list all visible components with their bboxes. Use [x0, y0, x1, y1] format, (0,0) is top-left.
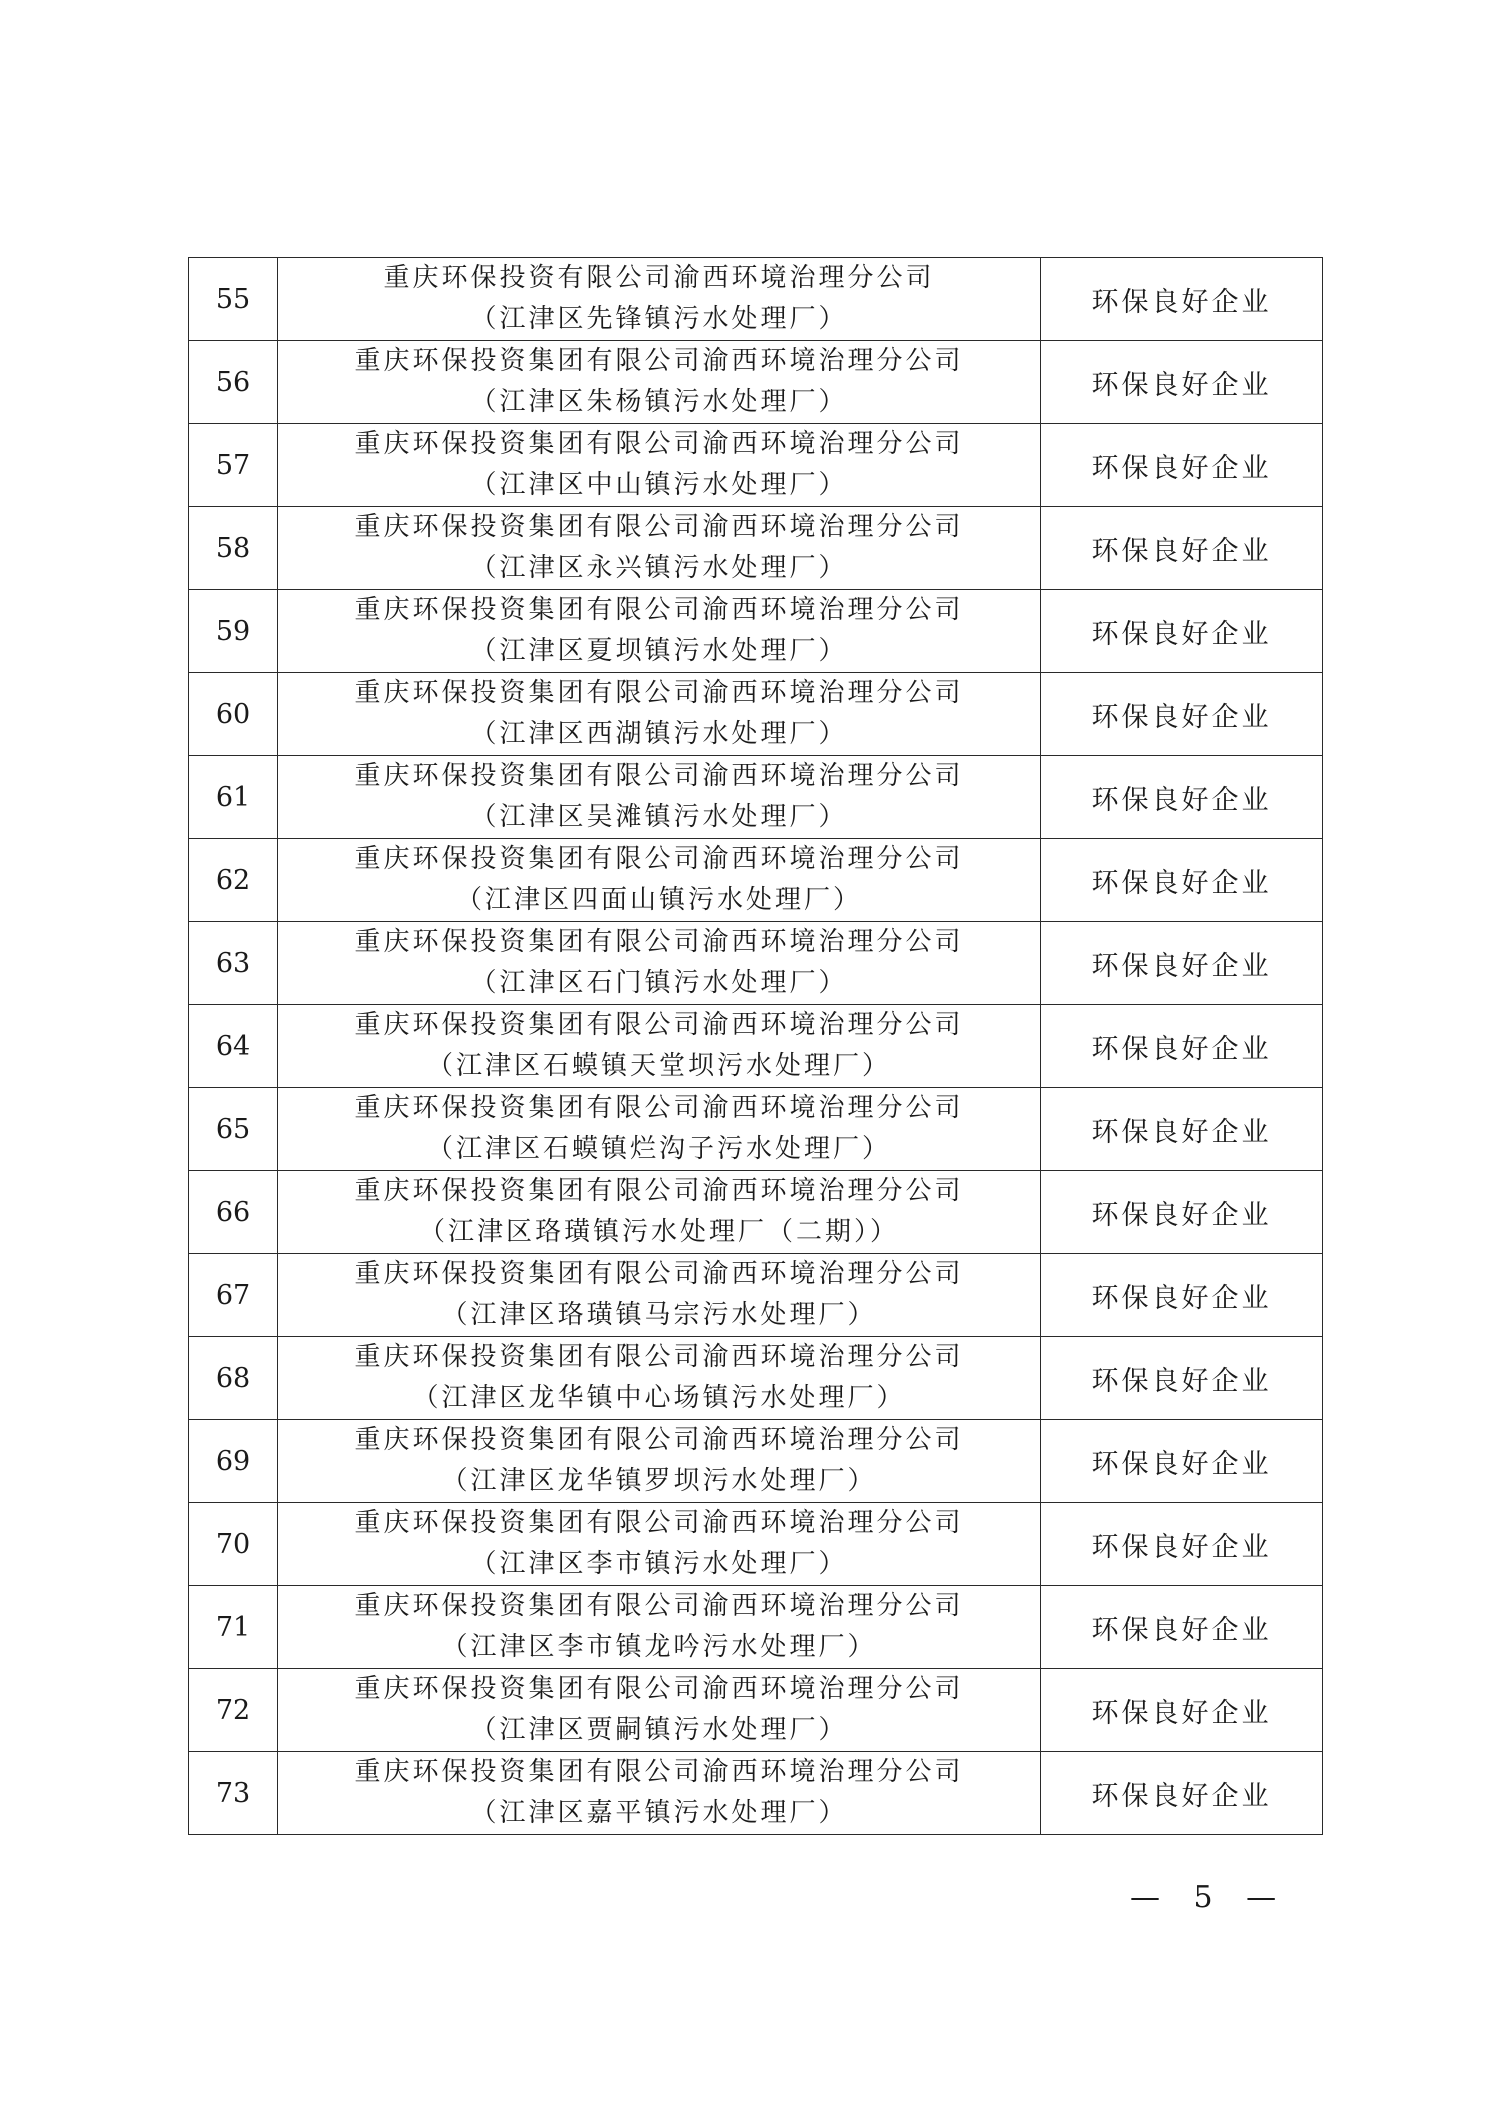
table-row [189, 341, 1323, 424]
plant-name: （江津区李市镇污水处理厂） [470, 1549, 848, 1579]
company-name: 重庆环保投资集团有限公司渝西环境治理分公司 [354, 678, 964, 708]
company-name: 重庆环保投资集团有限公司渝西环境治理分公司 [354, 512, 964, 542]
enterprise-name-cell [278, 424, 1041, 507]
table-row [189, 1420, 1323, 1503]
company-name: 重庆环保投资集团有限公司渝西环境治理分公司 [354, 1591, 964, 1621]
row-number: 70 [189, 1503, 278, 1586]
enterprise-name-cell [278, 1586, 1041, 1669]
table-row [189, 258, 1323, 341]
enterprise-name-cell [278, 258, 1041, 341]
row-number: 60 [189, 673, 278, 756]
table-row [189, 673, 1323, 756]
enterprise-name-cell [278, 507, 1041, 590]
plant-name: （江津区李市镇龙吟污水处理厂） [441, 1632, 877, 1662]
company-name: 重庆环保投资集团有限公司渝西环境治理分公司 [354, 429, 964, 459]
table-row [189, 590, 1323, 673]
row-number: 69 [189, 1420, 278, 1503]
rating-cell: 环保良好企业 [1041, 1005, 1323, 1088]
row-number: 71 [189, 1586, 278, 1669]
table-row [189, 1337, 1323, 1420]
company-name: 重庆环保投资集团有限公司渝西环境治理分公司 [354, 1757, 964, 1787]
plant-name: （江津区石蟆镇烂沟子污水处理厂） [426, 1134, 891, 1164]
rating-cell: 环保良好企业 [1041, 1669, 1323, 1752]
enterprise-table [188, 257, 1323, 1835]
plant-name: （江津区石蟆镇天堂坝污水处理厂） [426, 1051, 891, 1081]
row-number: 66 [189, 1171, 278, 1254]
plant-name: （江津区朱杨镇污水处理厂） [470, 387, 848, 417]
row-number: 59 [189, 590, 278, 673]
page-number: — 5 — [1130, 1880, 1289, 1915]
enterprise-name-cell [278, 1420, 1041, 1503]
enterprise-name-cell [278, 922, 1041, 1005]
enterprise-name-cell [278, 1752, 1041, 1835]
rating-cell: 环保良好企业 [1041, 839, 1323, 922]
table-row [189, 1669, 1323, 1752]
company-name: 重庆环保投资有限公司渝西环境治理分公司 [383, 263, 935, 293]
row-number: 57 [189, 424, 278, 507]
company-name: 重庆环保投资集团有限公司渝西环境治理分公司 [354, 595, 964, 625]
row-number: 65 [189, 1088, 278, 1171]
table-row [189, 922, 1323, 1005]
table-row [189, 756, 1323, 839]
company-name: 重庆环保投资集团有限公司渝西环境治理分公司 [354, 844, 964, 874]
table-row [189, 1005, 1323, 1088]
enterprise-name-cell [278, 1171, 1041, 1254]
enterprise-name-cell [278, 839, 1041, 922]
plant-name: （江津区吴滩镇污水处理厂） [470, 802, 848, 832]
table-row [189, 424, 1323, 507]
company-name: 重庆环保投资集团有限公司渝西环境治理分公司 [354, 1176, 964, 1206]
rating-cell: 环保良好企业 [1041, 756, 1323, 839]
table-body [189, 258, 1323, 1835]
company-name: 重庆环保投资集团有限公司渝西环境治理分公司 [354, 1093, 964, 1123]
plant-name: （江津区珞璜镇马宗污水处理厂） [441, 1300, 877, 1330]
company-name: 重庆环保投资集团有限公司渝西环境治理分公司 [354, 1342, 964, 1372]
enterprise-name-cell [278, 1669, 1041, 1752]
company-name: 重庆环保投资集团有限公司渝西环境治理分公司 [354, 927, 964, 957]
table-row [189, 507, 1323, 590]
rating-cell: 环保良好企业 [1041, 507, 1323, 590]
enterprise-name-cell [278, 756, 1041, 839]
table-row [189, 1586, 1323, 1669]
plant-name: （江津区贾嗣镇污水处理厂） [470, 1715, 848, 1745]
rating-cell: 环保良好企业 [1041, 1254, 1323, 1337]
plant-name: （江津区嘉平镇污水处理厂） [470, 1798, 848, 1828]
rating-cell: 环保良好企业 [1041, 1503, 1323, 1586]
company-name: 重庆环保投资集团有限公司渝西环境治理分公司 [354, 1508, 964, 1538]
company-name: 重庆环保投资集团有限公司渝西环境治理分公司 [354, 1259, 964, 1289]
plant-name: （江津区龙华镇中心场镇污水处理厂） [412, 1383, 906, 1413]
row-number: 68 [189, 1337, 278, 1420]
row-number: 62 [189, 839, 278, 922]
row-number: 56 [189, 341, 278, 424]
table-row [189, 1088, 1323, 1171]
row-number: 73 [189, 1752, 278, 1835]
enterprise-name-cell [278, 341, 1041, 424]
rating-cell: 环保良好企业 [1041, 1088, 1323, 1171]
rating-cell: 环保良好企业 [1041, 1586, 1323, 1669]
rating-cell: 环保良好企业 [1041, 1420, 1323, 1503]
table-row [189, 1503, 1323, 1586]
enterprise-name-cell [278, 1503, 1041, 1586]
table-row [189, 1254, 1323, 1337]
company-name: 重庆环保投资集团有限公司渝西环境治理分公司 [354, 761, 964, 791]
rating-cell: 环保良好企业 [1041, 1171, 1323, 1254]
plant-name: （江津区珞璜镇污水处理厂（二期）） [418, 1217, 899, 1247]
plant-name: （江津区永兴镇污水处理厂） [470, 553, 848, 583]
table-row [189, 1171, 1323, 1254]
plant-name: （江津区中山镇污水处理厂） [470, 470, 848, 500]
rating-cell: 环保良好企业 [1041, 590, 1323, 673]
row-number: 61 [189, 756, 278, 839]
enterprise-name-cell [278, 673, 1041, 756]
rating-cell: 环保良好企业 [1041, 1337, 1323, 1420]
row-number: 63 [189, 922, 278, 1005]
rating-cell: 环保良好企业 [1041, 424, 1323, 507]
row-number: 67 [189, 1254, 278, 1337]
enterprise-name-cell [278, 1337, 1041, 1420]
company-name: 重庆环保投资集团有限公司渝西环境治理分公司 [354, 1425, 964, 1455]
plant-name: （江津区龙华镇罗坝污水处理厂） [441, 1466, 877, 1496]
rating-cell: 环保良好企业 [1041, 1752, 1323, 1835]
row-number: 72 [189, 1669, 278, 1752]
plant-name: （江津区先锋镇污水处理厂） [470, 304, 848, 334]
plant-name: （江津区四面山镇污水处理厂） [455, 885, 862, 915]
rating-cell: 环保良好企业 [1041, 341, 1323, 424]
company-name: 重庆环保投资集团有限公司渝西环境治理分公司 [354, 1010, 964, 1040]
enterprise-name-cell [278, 590, 1041, 673]
plant-name: （江津区夏坝镇污水处理厂） [470, 636, 848, 666]
row-number: 58 [189, 507, 278, 590]
rating-cell: 环保良好企业 [1041, 922, 1323, 1005]
company-name: 重庆环保投资集团有限公司渝西环境治理分公司 [354, 1674, 964, 1704]
row-number: 55 [189, 258, 278, 341]
enterprise-name-cell [278, 1254, 1041, 1337]
rating-cell: 环保良好企业 [1041, 673, 1323, 756]
table-row [189, 1752, 1323, 1835]
plant-name: （江津区石门镇污水处理厂） [470, 968, 848, 998]
enterprise-name-cell [278, 1005, 1041, 1088]
row-number: 64 [189, 1005, 278, 1088]
rating-cell: 环保良好企业 [1041, 258, 1323, 341]
company-name: 重庆环保投资集团有限公司渝西环境治理分公司 [354, 346, 964, 376]
enterprise-name-cell [278, 1088, 1041, 1171]
table-row [189, 839, 1323, 922]
plant-name: （江津区西湖镇污水处理厂） [470, 719, 848, 749]
